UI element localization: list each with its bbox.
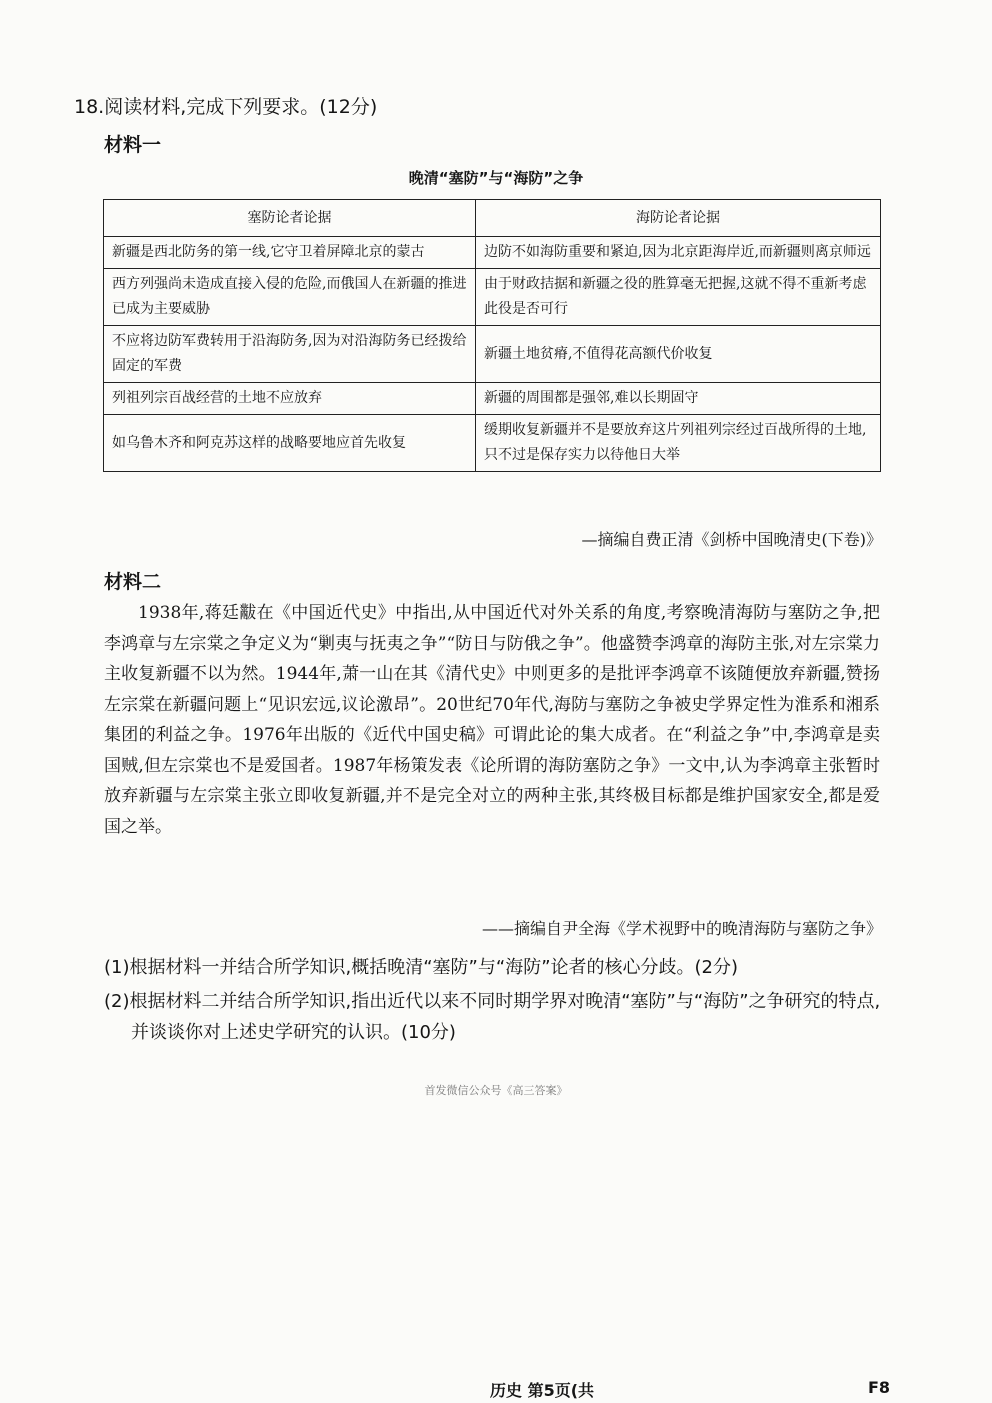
- table-cell: 列祖列宗百战经营的土地不应放弃: [104, 383, 476, 415]
- page-number: 历史 第5页(共: [490, 1381, 595, 1400]
- table-row: [104, 326, 881, 383]
- sub-question-1: (1)根据材料一并结合所学知识,概括晚清“塞防”与“海防”论者的核心分歧。(2分): [104, 957, 739, 978]
- table-title: 晚清“塞防”与“海防”之争: [408, 169, 584, 187]
- table-row: [104, 415, 881, 472]
- table-cell: 不应将边防军费转用于沿海防务,因为对沿海防务已经拨给固定的军费: [104, 326, 476, 383]
- material-one-source: —摘编自费正清《剑桥中国晚清史(下卷)》: [581, 530, 882, 549]
- table-cell: 缓期收复新疆并不是要放弃这片列祖列宗经过百战所得的土地,只不过是保存实力以待他日大举: [476, 415, 881, 472]
- table-cell: 由于财政拮据和新疆之役的胜算毫无把握,这就不得不重新考虑此役是否可行: [476, 269, 881, 326]
- table-cell: 新疆的周围都是强邻,难以长期固守: [476, 383, 881, 415]
- question-header: 18.阅读材料,完成下列要求。(12分): [74, 96, 378, 118]
- table-row: [104, 269, 881, 326]
- comparison-table: [103, 199, 881, 472]
- table-cell: 边防不如海防重要和紧迫,因为北京距海岸近,而新疆则离京师远: [476, 237, 881, 269]
- sub-question-2: (2)根据材料二并结合所学知识,指出近代以来不同时期学界对晚清“塞防”与“海防”之争研究的特点,并谈谈你对上述史学研究的认识。(10分): [104, 991, 881, 1043]
- column-header-sai-fang: 塞防论者论据: [104, 200, 476, 237]
- table-cell: 如乌鲁木齐和阿克苏这样的战略要地应首先收复: [104, 415, 476, 472]
- material-two-source: ——摘编自尹全海《学术视野中的晚清海防与塞防之争》: [481, 919, 882, 938]
- paper-code: F8: [868, 1378, 891, 1397]
- table-header-row: [104, 200, 881, 237]
- table-row: [104, 237, 881, 269]
- material-one-label: 材料一: [104, 134, 162, 156]
- table-cell: 新疆土地贫瘠,不值得花高额代价收复: [476, 326, 881, 383]
- column-header-hai-fang: 海防论者论据: [476, 200, 881, 237]
- table-row: [104, 383, 881, 415]
- table-cell: 新疆是西北防务的第一线,它守卫着屏障北京的蒙古: [104, 237, 476, 269]
- table-cell: 西方列强尚未造成直接入侵的危险,而俄国人在新疆的推进已成为主要威胁: [104, 269, 476, 326]
- material-two-label: 材料二: [104, 571, 162, 593]
- material-two-paragraph: 1938年,蒋廷黻在《中国近代史》中指出,从中国近代对外关系的角度,考察晚清海防与塞防之争,把李鸿章与左宗棠之争定义为“剿夷与抚夷之争”“防日与防俄之争”。他盛赞李鸿章的海防主张,对左宗棠力主收复新疆不以为然。1944年,萧一山在其《清代史》中则更多的是批评李鸿章不该随便放弃新疆,赞扬左宗棠在新疆问题上“见识宏远,议论激昂”。20世纪70年代,海防与塞防之争被史学界定性为淮系和湘系集团的利益之争。1976年出版的《近代中国史稿》可谓此论的集大成者。在“利益之争”中,李鸿章是卖国贼,但左宗棠也不是爱国者。1987年杨策发表《论所谓的海防塞防之争》一文中,认为李鸿章主张暂时放弃新疆与左宗棠主张立即收复新疆,并不是完全对立的两种主张,其终极目标都是维护国家安全,都是爱国之举。: [104, 603, 880, 837]
- watermark: 首发微信公众号《高三答案》: [424, 1084, 568, 1097]
